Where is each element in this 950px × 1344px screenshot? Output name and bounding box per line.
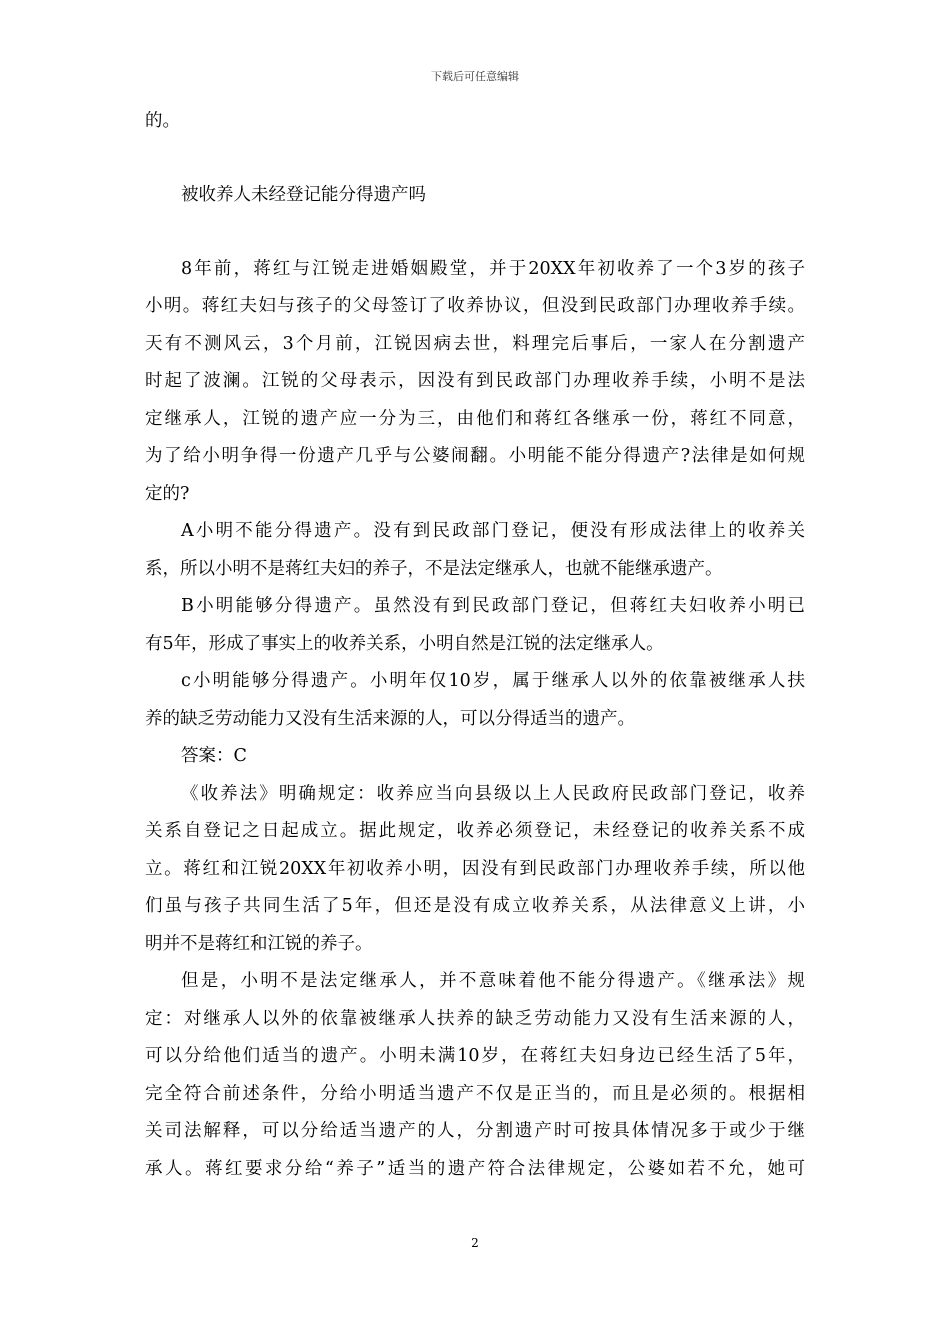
text-line: 有5年，形成了事实上的收养关系，小明自然是江锐的法定继承人。: [145, 634, 664, 654]
text-line: 承人。蒋红要求分给“养子”适当的遗产符合法律规定，公婆如若不允，她可: [145, 1159, 805, 1179]
text-line: 被收养人未经登记能分得遗产吗: [181, 185, 426, 205]
text-line: 定继承人，江锐的遗产应一分为三，由他们和蒋红各继承一份，蒋红不同意，: [145, 409, 805, 429]
text-line: 答案：C: [181, 746, 247, 766]
text-line: 定：对继承人以外的依靠被继承人扶养的缺乏劳动能力又没有生活来源的人，: [145, 1009, 805, 1029]
text-line: 的。: [145, 111, 180, 131]
text-line: A小明不能分得遗产。没有到民政部门登记，便没有形成法律上的收养关: [181, 521, 805, 541]
text-line: 时起了波澜。江锐的父母表示，因没有到民政部门办理收养手续，小明不是法: [145, 371, 805, 391]
text-line: 为了给小明争得一份遗产几乎与公婆闹翻。小明能不能分得遗产?法律是如何规: [145, 446, 805, 466]
text-line: 们虽与孩子共同生活了5年，但还是没有成立收养关系，从法律意义上讲，小: [145, 896, 805, 916]
text-line: c小明能够分得遗产。小明年仅10岁，属于继承人以外的依靠被继承人扶: [181, 671, 805, 691]
text-line: 关系自登记之日起成立。据此规定，收养必须登记，未经登记的收养关系不成: [145, 821, 805, 841]
text-line: 但是，小明不是法定继承人，并不意味着他不能分得遗产。《继承法》规: [181, 971, 805, 991]
text-line: 可以分给他们适当的遗产。小明未满10岁，在蒋红夫妇身边已经生活了5年，: [145, 1046, 805, 1066]
text-line: 天有不测风云，3个月前，江锐因病去世，料理完后事后，一家人在分割遗产: [145, 334, 805, 354]
text-line: 系，所以小明不是蒋红夫妇的养子，不是法定继承人，也就不能继承遗产。: [145, 559, 723, 579]
page-number: 2: [471, 1236, 479, 1250]
text-line: 小明。蒋红夫妇与孩子的父母签订了收养协议，但没到民政部门办理收养手续。: [145, 296, 805, 316]
text-line: 8年前，蒋红与江锐走进婚姻殿堂，并于20XX年初收养了一个3岁的孩子: [181, 259, 805, 279]
text-line: 完全符合前述条件，分给小明适当遗产不仅是正当的，而且是必须的。根据相: [145, 1084, 805, 1104]
text-line: B小明能够分得遗产。虽然没有到民政部门登记，但蒋红夫妇收养小明已: [181, 596, 805, 616]
text-line: 养的缺乏劳动能力又没有生活来源的人，可以分得适当的遗产。: [145, 709, 635, 729]
text-line: 关司法解释，可以分给适当遗产的人，分割遗产时可按具体情况多于或少于继: [145, 1121, 805, 1141]
page-header: 下载后可任意编辑: [431, 70, 519, 83]
text-line: 《收养法》明确规定：收养应当向县级以上人民政府民政部门登记，收养: [181, 784, 805, 804]
text-line: 立。蒋红和江锐20XX年初收养小明，因没有到民政部门办理收养手续，所以他: [145, 859, 805, 879]
text-line: 定的?: [145, 484, 190, 504]
text-line: 明并不是蒋红和江锐的养子。: [145, 934, 373, 954]
